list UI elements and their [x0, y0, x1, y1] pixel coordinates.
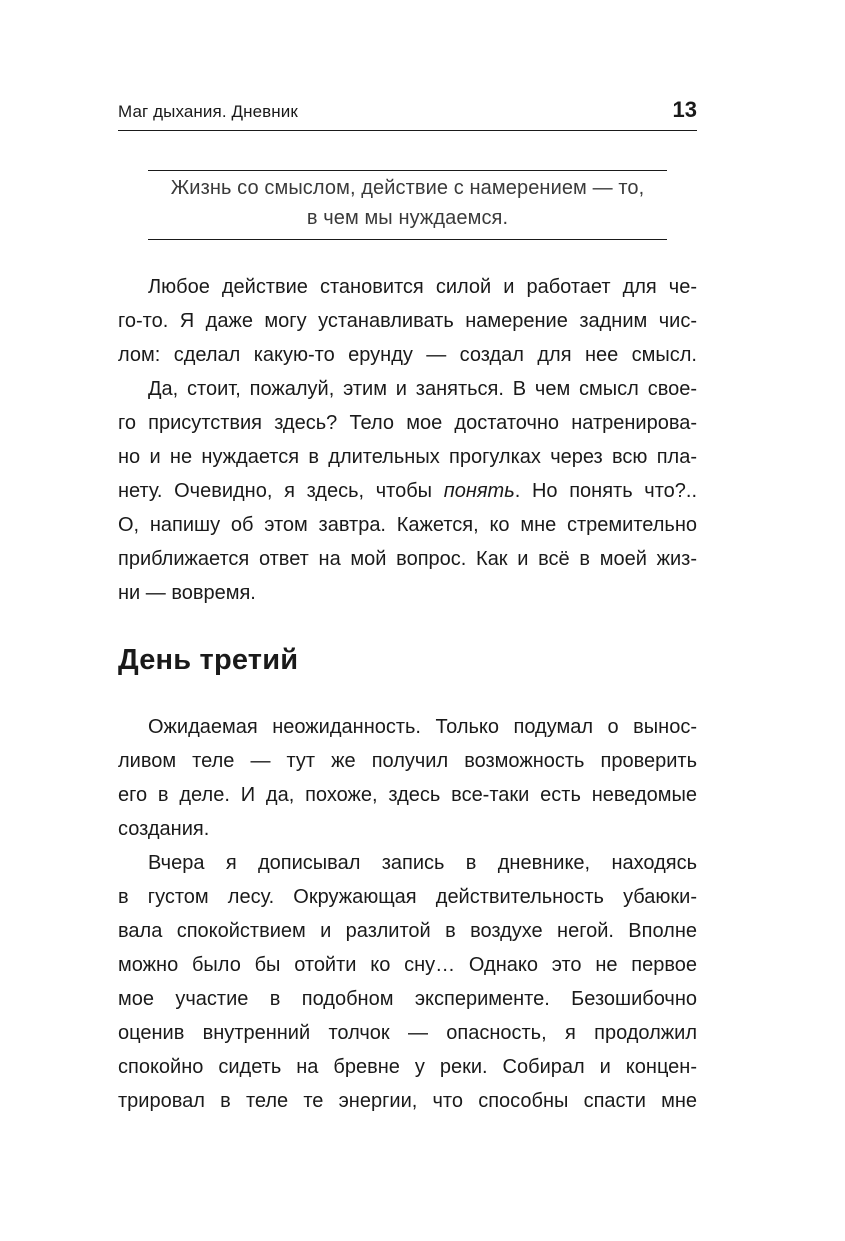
text-line: трировал в теле те энергии, что способны спасти мне: [118, 1090, 697, 1112]
text-line: ни — вовремя.: [118, 582, 256, 604]
text-line: го-то. Я даже могу устанавливать намерение задним чис-: [118, 310, 697, 332]
text-line: Вчера я дописывал запись в дневнике, находясь: [148, 852, 697, 874]
body-text-section-2: [118, 710, 697, 1118]
text-line: можно было бы отойти ко сну… Однако это не первое: [118, 954, 697, 976]
text-line: Да, стоит, пожалуй, этим и заняться. В чем смысл свое-: [148, 378, 697, 400]
text-run: . Но понять что?..: [514, 480, 697, 502]
text-line: оценив внутренний толчок — опасность, я продолжил: [118, 1022, 697, 1044]
running-header: [118, 96, 697, 131]
text-line: Любое действие становится силой и работает для че-: [148, 276, 697, 298]
text-line: го присутствия здесь? Тело мое достаточно натренирова-: [118, 412, 697, 434]
text-line: но и не нуждается в длительных прогулках через всю пла-: [118, 446, 697, 468]
text-line: в густом лесу. Окружающая действительность убаюки-: [118, 886, 697, 908]
text-line: приближается ответ на мой вопрос. Как и всё в моей жиз-: [118, 548, 697, 570]
body-text-section-1: [118, 270, 697, 610]
text-line: мое участие в подобном эксперименте. Безошибочно: [118, 988, 697, 1010]
text-line: лом: сделал какую-то ерунду — создал для нее смысл.: [118, 344, 697, 366]
epigraph: [148, 170, 667, 240]
section-heading: День третий: [118, 644, 299, 676]
text-line: О, напишу об этом завтра. Кажется, ко мне стремительно: [118, 514, 697, 536]
epigraph-line: в чем мы нуждаемся.: [306, 207, 509, 229]
page-number: 13: [672, 97, 697, 122]
italic-emphasis: понять: [443, 480, 515, 502]
text-run: нету. Очевидно, я здесь, чтобы: [118, 480, 444, 502]
text-line: [118, 474, 697, 508]
text-line: ливом теле — тут же получил возможность проверить: [118, 750, 697, 772]
text-line: Ожидаемая неожиданность. Только подумал о вынос-: [148, 716, 697, 738]
text-line: спокойно сидеть на бревне у реки. Собирал и концен-: [118, 1056, 697, 1078]
text-line: его в деле. И да, похоже, здесь все-таки есть неведомые: [118, 784, 697, 806]
text-line: вала спокойствием и разлитой в воздухе негой. Вполне: [118, 920, 697, 942]
text-line: создания.: [118, 818, 210, 840]
running-title: Маг дыхания. Дневник: [118, 102, 298, 121]
epigraph-line: Жизнь со смыслом, действие с намерением — то,: [170, 177, 645, 199]
